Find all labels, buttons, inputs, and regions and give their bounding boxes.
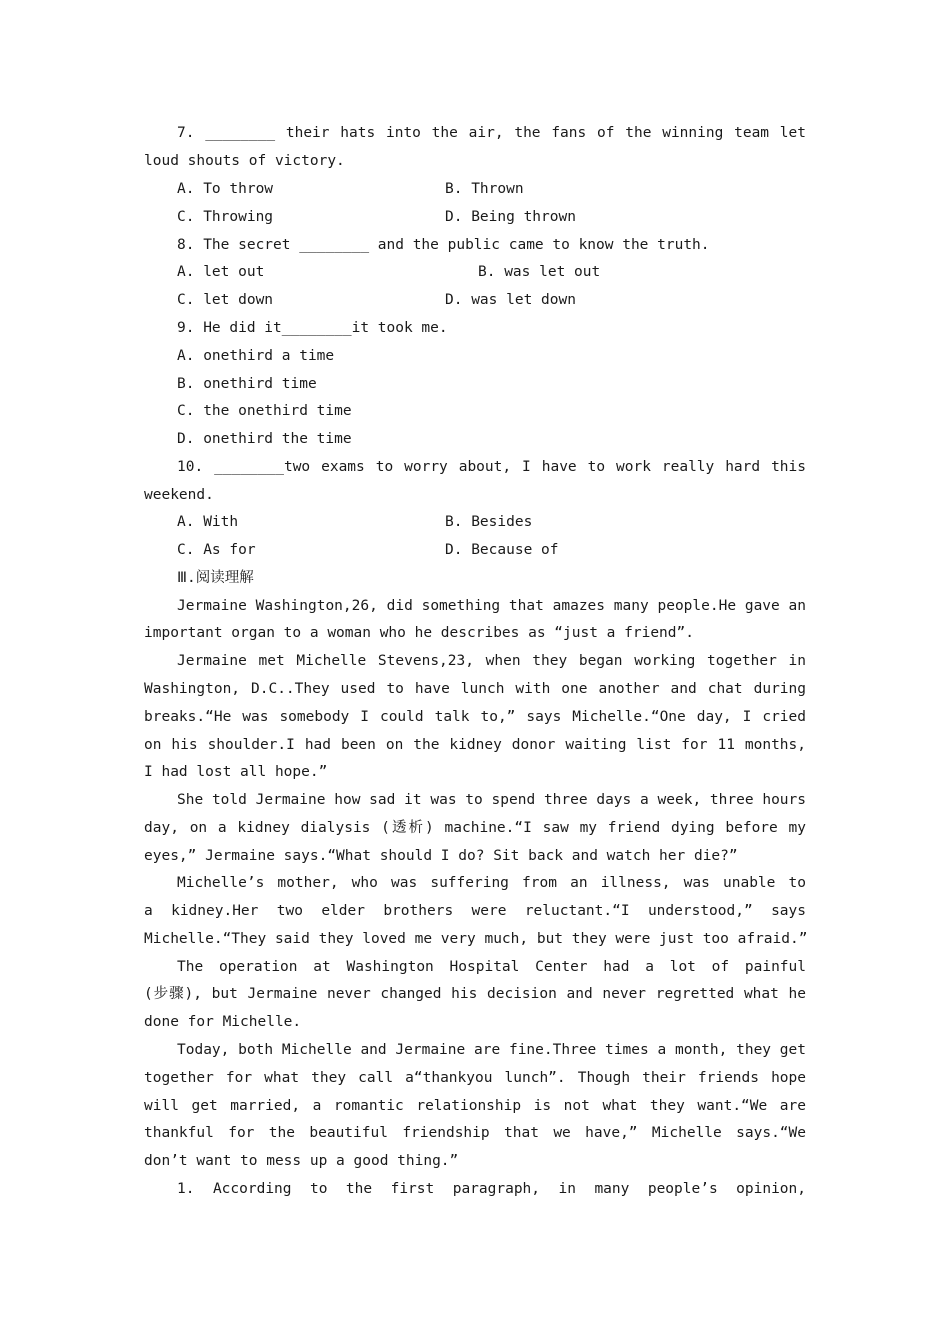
q10-option-d: D. Because of [445, 542, 559, 558]
q9-stem: 9. He did it________it took me. [177, 320, 448, 336]
passage-line: a kidney.Her two elder brothers were reluctant.“I understood,” says [144, 903, 806, 919]
passage-line: day, on a kidney dialysis (透析) machine.“I saw my friend dying before my [144, 820, 806, 836]
passage-line: eyes,” Jermaine says.“What should I do? Sit back and watch her die?” [144, 848, 738, 864]
passage-line: on his shoulder.I had been on the kidney donor waiting list for 11 months, [144, 737, 806, 753]
passage-line: together for what they call a“thankyou lunch”. Though their friends hope [144, 1070, 806, 1086]
q8-option-c: C. let down [177, 292, 274, 308]
passage-line: Michelle’s mother, who was suffering from an illness, was unable to [177, 875, 806, 891]
q8-option-b: B. was let out [478, 264, 601, 280]
passage-line: Jermaine met Michelle Stevens,23, when they began working together in [177, 653, 806, 669]
section-heading: Ⅲ.阅读理解 [177, 570, 254, 586]
passage-line: I had lost all hope.” [144, 764, 328, 780]
passage-line: don’t want to mess up a good thing.” [144, 1153, 459, 1169]
passage-line: Washington, D.C..They used to have lunch with one another and chat during [144, 681, 806, 697]
passage-line: thankful for the beautiful friendship that we have,” Michelle says.“We [144, 1125, 806, 1141]
passage-line: (步骤), but Jermaine never changed his decision and never regretted what he [144, 986, 806, 1002]
passage-line: breaks.“He was somebody I could talk to,” says Michelle.“One day, I cried [144, 709, 806, 725]
q7-stem-line1: 7. ________ their hats into the air, the fans of the winning team let [177, 125, 806, 141]
q9-option-d: D. onethird the time [177, 431, 352, 447]
q9-option-c: C. the onethird time [177, 403, 352, 419]
q7-option-d: D. Being thrown [445, 209, 576, 225]
q8-option-a: A. let out [177, 264, 265, 280]
passage-line: done for Michelle. [144, 1014, 302, 1030]
q7-option-c: C. Throwing [177, 209, 274, 225]
q8-stem: 8. The secret ________ and the public came to know the truth. [177, 237, 710, 253]
q10-stem-line2: weekend. [144, 487, 214, 503]
reading-question-1: 1. According to the first paragraph, in many people’s opinion, [177, 1181, 806, 1197]
q9-option-b: B. onethird time [177, 376, 317, 392]
passage-line: The operation at Washington Hospital Center had a lot of painful [177, 959, 806, 975]
passage-line: will get married, a romantic relationship is not what they want.“We are [144, 1098, 806, 1114]
q7-option-b: B. Thrown [445, 181, 524, 197]
passage-line: important organ to a woman who he describes as “just a friend”. [144, 625, 694, 641]
q10-option-a: A. With [177, 514, 239, 530]
passage-line: Today, both Michelle and Jermaine are fine.Three times a month, they get [177, 1042, 806, 1058]
q7-option-a: A. To throw [177, 181, 274, 197]
passage-line: Michelle.“They said they loved me very much, but they were just too afraid.” [144, 931, 808, 947]
passage-line: She told Jermaine how sad it was to spend three days a week, three hours [177, 792, 806, 808]
q10-option-b: B. Besides [445, 514, 533, 530]
q10-stem-line1: 10. ________two exams to worry about, I have to work really hard this [177, 459, 806, 475]
q7-stem-line2: loud shouts of victory. [144, 153, 345, 169]
q10-option-c: C. As for [177, 542, 256, 558]
q9-option-a: A. onethird a time [177, 348, 335, 364]
passage-line: Jermaine Washington,26, did something that amazes many people.He gave an [177, 598, 806, 614]
q8-option-d: D. was let down [445, 292, 576, 308]
